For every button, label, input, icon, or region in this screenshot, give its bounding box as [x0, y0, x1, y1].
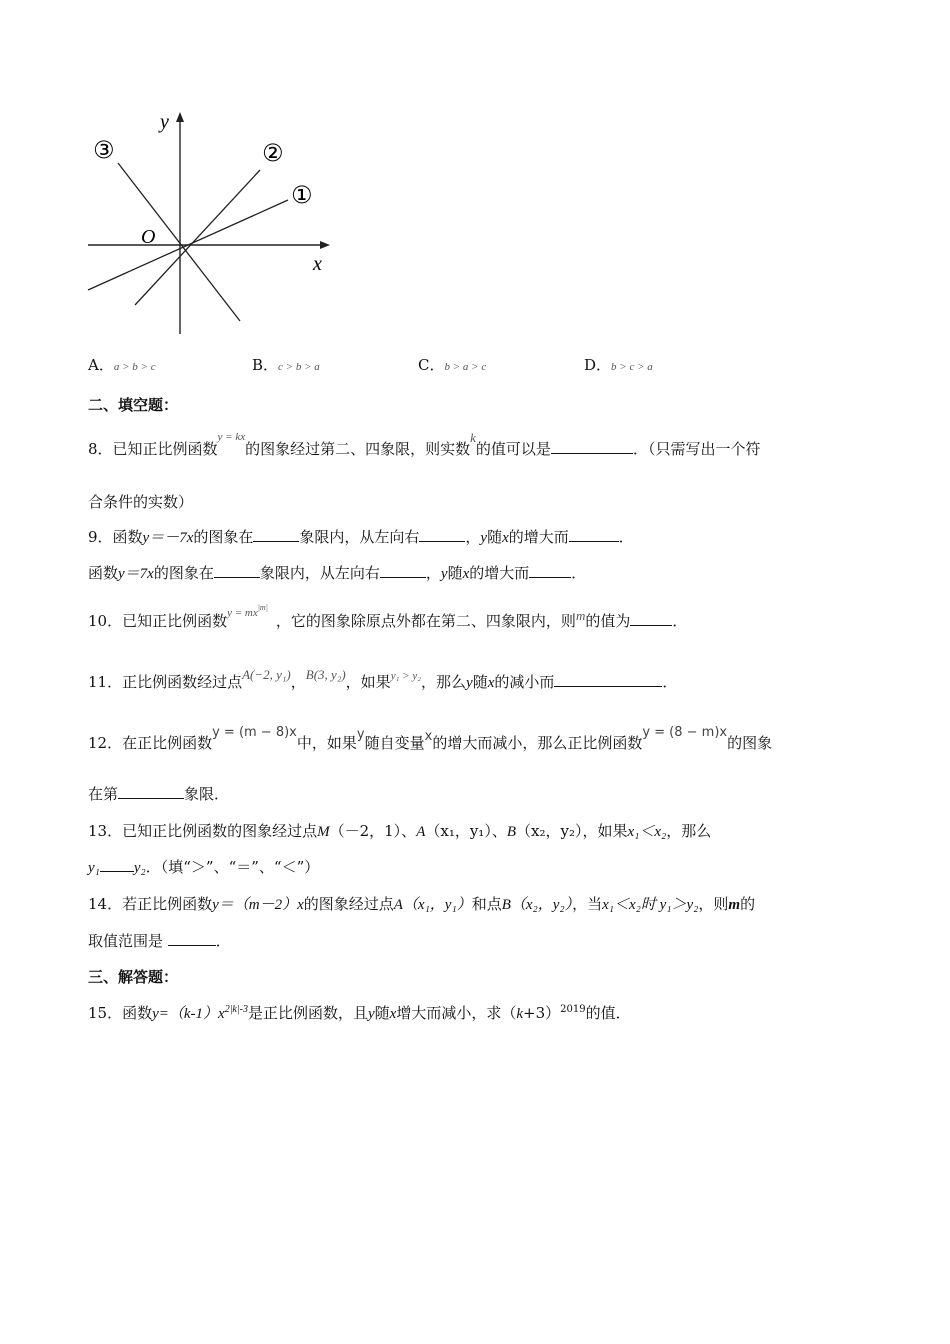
q9-l2-y: y	[440, 566, 448, 582]
q11-comma: ，	[290, 673, 306, 691]
q12-mid2: 随自变量	[364, 734, 425, 752]
question-13-line-2	[88, 856, 319, 877]
q10-prefix: 10．已知正比例函数	[88, 612, 228, 630]
q13-y1: y₁	[88, 860, 100, 876]
q11-suffix: 的减小而	[494, 673, 555, 691]
question-15	[88, 1002, 631, 1023]
q12-line2-b: 象限．	[184, 785, 230, 803]
question-10	[88, 603, 688, 631]
q13-b-coords: （x₂，y₂），如果	[516, 822, 628, 840]
q14-end: 的	[740, 895, 756, 913]
question-11	[88, 667, 678, 692]
q13-y2: y₂	[133, 860, 146, 876]
line-label-1: ①	[291, 181, 313, 209]
q13-m-coords: （－2，1）、	[329, 822, 417, 840]
q12-mid: 中，如果	[296, 734, 357, 752]
q9-blank-4[interactable]	[214, 563, 260, 578]
line-label-2: ②	[262, 139, 284, 167]
line-label-3: ③	[93, 136, 115, 164]
question-14	[88, 893, 755, 914]
q13-condition: x₁＜x₂	[627, 824, 667, 840]
q9-l1-end: ．	[618, 528, 634, 546]
q9-l2-text-d: ，	[425, 564, 441, 582]
line-3	[118, 163, 240, 321]
q15-prefix: 15．函数	[88, 1004, 153, 1022]
q11-mid2: ，那么	[421, 673, 467, 691]
origin-label: O	[141, 226, 156, 248]
q15-k: k	[516, 1006, 524, 1022]
q15-end: 的值．	[585, 1004, 631, 1022]
q11-y: y	[466, 675, 473, 691]
q14-answer-blank[interactable]	[168, 931, 216, 946]
q9-l2-sui: 随	[447, 564, 463, 582]
q14-formula: y＝（m－2）x	[212, 897, 304, 913]
question-12	[88, 725, 773, 753]
q12-answer-blank[interactable]	[118, 784, 184, 799]
q13-end: ，那么	[666, 822, 712, 840]
q9-l1-y: y	[480, 530, 488, 546]
q11-x: x	[487, 675, 495, 691]
q12-suffix: 的图象	[727, 734, 773, 752]
y-axis-arrow	[176, 112, 184, 122]
q12-formula-1: y = (m − 8)x	[212, 725, 297, 740]
q10-suffix: 的值为	[585, 612, 631, 630]
q14-point-a: A（x₁，y₁）	[393, 897, 472, 913]
q9-l2-formula: y＝7x	[118, 566, 154, 582]
q9-l1-x: x	[502, 530, 509, 546]
q15-exponent-2: 2019	[560, 1004, 586, 1015]
q12-y: y	[356, 727, 365, 742]
q11-sui: 随	[472, 673, 488, 691]
q11-mid: ，如果	[345, 673, 391, 691]
x-axis-label: x	[313, 253, 322, 275]
q9-l1-text-c: 象限内，从左向右	[299, 528, 420, 546]
q15-x: x	[389, 1006, 397, 1022]
q13-b: B	[506, 824, 516, 840]
q12-mid3: 的增大而减小，那么正比例函数	[432, 734, 643, 752]
q13-a-coords: （x₁，y₁）、	[425, 822, 507, 840]
q9-blank-3[interactable]	[569, 527, 619, 542]
q14-mid2: 和点	[471, 895, 502, 913]
q9-l1-text-a: 9．函数	[88, 528, 143, 546]
q9-blank-1[interactable]	[253, 527, 299, 542]
coordinate-figure	[80, 100, 340, 340]
q11-answer-blank[interactable]	[554, 672, 662, 687]
option-a	[88, 354, 156, 375]
q11-point-a: A(−2, y₁)	[242, 667, 291, 682]
q13-m: M	[317, 824, 330, 840]
option-a-expr: a > b > c	[113, 361, 156, 373]
question-13	[88, 820, 711, 841]
q13-answer-blank[interactable]	[100, 857, 134, 872]
q10-answer-blank[interactable]	[630, 611, 672, 626]
q10-var: m	[575, 608, 586, 623]
q9-l1-text-b: 的图象在	[193, 528, 254, 546]
q10-exponent: |m|	[257, 603, 268, 612]
option-d-expr: b > c > a	[611, 361, 653, 373]
question-9-line-1	[88, 526, 634, 547]
section-2-heading: 二、填空题：	[88, 396, 179, 414]
q9-l1-text-d: ，	[465, 528, 481, 546]
q9-l2-end: ．	[571, 564, 587, 582]
q11-prefix: 11．正比例函数经过点	[88, 673, 243, 691]
q9-l2-text-c: 象限内，从左向右	[259, 564, 380, 582]
q14-line2-b: ．	[215, 932, 231, 950]
q8-suffix: 的值可以是	[475, 440, 551, 458]
q8-answer-blank[interactable]	[551, 439, 633, 454]
q15-plus: +3）	[523, 1004, 561, 1022]
q14-line2-a: 取值范围是	[88, 932, 164, 950]
q9-l2-text-i: 的增大而	[469, 564, 530, 582]
q10-end: ．	[672, 612, 688, 630]
q9-blank-2[interactable]	[419, 527, 465, 542]
q14-mid3: ，当	[572, 895, 603, 913]
q12-x: x	[424, 729, 433, 744]
q9-blank-5[interactable]	[380, 563, 426, 578]
q14-m: m	[728, 897, 741, 913]
q15-mid: 是正比例函数，且	[247, 1004, 368, 1022]
q14-mid4: ，则	[698, 895, 729, 913]
q9-l1-text-i: 的增大而	[508, 528, 569, 546]
q9-blank-6[interactable]	[529, 563, 571, 578]
q8-var: k	[470, 430, 476, 445]
q8-formula: y = kx	[217, 431, 246, 443]
option-a-letter: A．	[88, 356, 114, 374]
x-axis-arrow	[320, 241, 330, 249]
q14-prefix: 14．若正比例函数	[88, 895, 213, 913]
q10-formula: y = mx	[227, 607, 258, 619]
q14-mid: 的图象经过点	[303, 895, 394, 913]
q9-l1-sui: 随	[487, 528, 503, 546]
q15-mid2: 增大而减小，求（	[396, 1004, 517, 1022]
q9-l2-text-a: 函数	[88, 564, 119, 582]
q12-prefix: 12．在正比例函数	[88, 734, 213, 752]
question-8	[88, 430, 761, 459]
q9-l1-formula: y＝－7x	[142, 530, 194, 546]
option-c	[418, 354, 486, 375]
question-12-line-2	[88, 783, 229, 804]
y-axis-label: y	[160, 111, 169, 133]
q8-end: ．（只需写出一个符	[632, 440, 761, 458]
q12-formula-2: y = (8 − m)x	[642, 725, 728, 740]
q13-a: A	[416, 824, 426, 840]
q14-point-b: B（x₂，y₂）	[501, 897, 573, 913]
q15-sui: 随	[374, 1004, 390, 1022]
question-14-line-2	[88, 930, 231, 951]
q14-condition: x₁＜x₂时 y₁＞y₂	[602, 897, 699, 913]
option-b-expr: c > b > a	[278, 361, 320, 373]
q15-formula: y=（k-1）x	[152, 1006, 225, 1022]
q15-y: y	[367, 1006, 375, 1022]
section-3-heading: 三、解答题：	[88, 968, 179, 986]
option-d-letter: D．	[584, 356, 612, 374]
q8-mid: 的图象经过第二、四象限，则实数	[245, 440, 471, 458]
q8-line-2: 合条件的实数）	[88, 493, 194, 511]
q11-condition: y₁ > y₂	[390, 670, 422, 682]
q11-point-b: B(3, y₂)	[305, 667, 346, 682]
q10-mid: ，它的图象除原点外都在第二、四象限内，则	[275, 612, 576, 630]
q9-l2-x: x	[462, 566, 470, 582]
q11-end: ．	[662, 673, 678, 691]
option-b-letter: B．	[252, 356, 279, 374]
q12-line2-a: 在第	[88, 785, 119, 803]
q15-exponent: 2|k|-3	[224, 1004, 248, 1015]
option-b	[252, 354, 320, 375]
option-c-expr: b > a > c	[444, 361, 487, 373]
q13-line2-rest: ．（填“＞”、“＝”、“＜”）	[145, 858, 320, 876]
option-c-letter: C．	[418, 356, 445, 374]
option-d	[584, 354, 653, 375]
q13-prefix: 13．已知正比例函数的图象经过点	[88, 822, 318, 840]
q8-prefix: 8．已知正比例函数	[88, 440, 218, 458]
question-9-line-2	[88, 562, 586, 583]
q9-l2-text-b: 的图象在	[153, 564, 214, 582]
